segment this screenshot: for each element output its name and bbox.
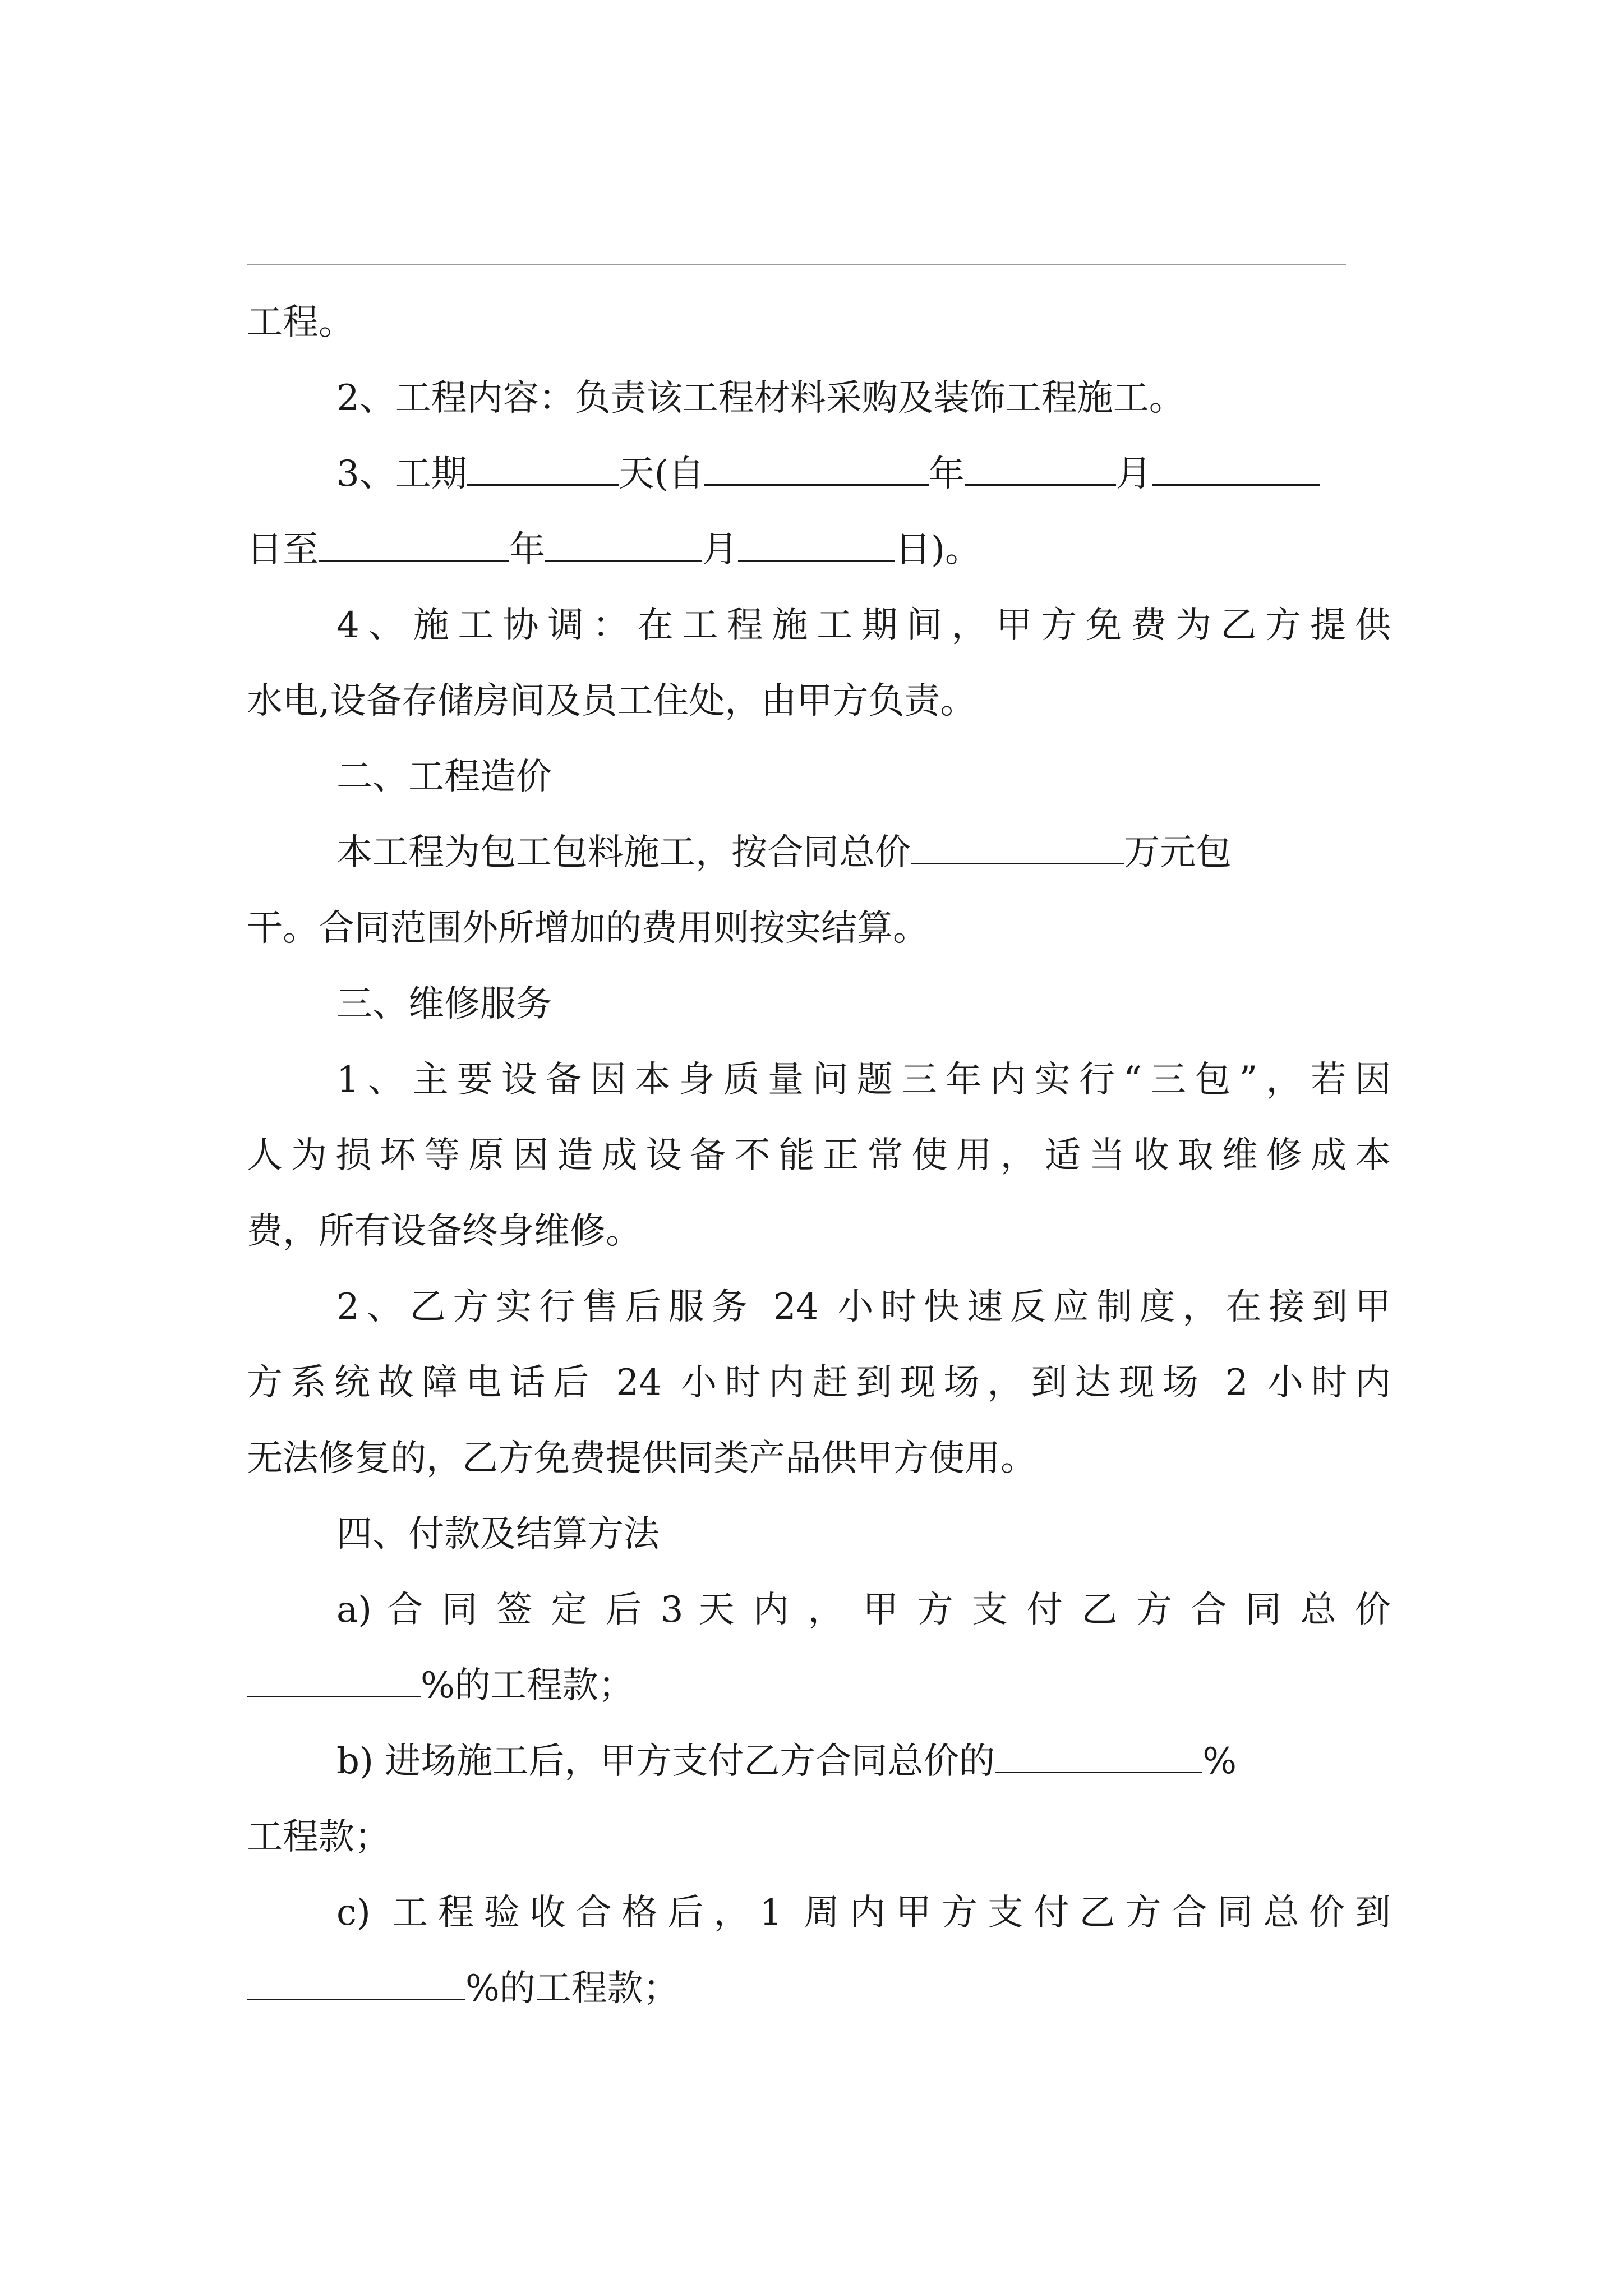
blank-field[interactable] — [704, 449, 929, 486]
blank-field[interactable] — [467, 449, 619, 486]
blank-field[interactable] — [965, 449, 1116, 486]
blank-field[interactable] — [319, 525, 509, 562]
text-line: 方系统故障电话后 24 小时内赶到现场，到达现场 2 小时内 — [247, 1362, 1391, 1404]
text-line: b) 进场施工后，甲方支付乙方合同总价的 % — [336, 1733, 1391, 1789]
text-line: 4、施工协调：在工程施工期间，甲方免费为乙方提供 — [336, 605, 1391, 646]
text-line: 水电,设备存储房间及员工住处，由甲方负责。 — [247, 680, 976, 722]
text-line: 本工程为包工包料施工，按合同总价 万元包 — [336, 825, 1391, 881]
text-line: 2、工程内容：负责该工程材料采购及装饰工程施工。 — [336, 378, 1185, 419]
text-line: 3、工期 天(自 年 月 — [336, 446, 1391, 502]
blank-field[interactable] — [738, 525, 895, 562]
text-line: 2、乙方实行售后服务 24 小时快速反应制度，在接到甲 — [336, 1286, 1391, 1328]
text-line: %的工程款； — [247, 1961, 1391, 2017]
text-line: %的工程款； — [247, 1658, 1391, 1714]
text-line: 干。合同范围外所增加的费用则按实结算。 — [247, 908, 929, 949]
text-line: 工程。 — [247, 302, 354, 343]
text-line: c) 工程验收合格后，1 周内甲方支付乙方合同总价到 — [336, 1892, 1391, 1934]
text-line: 工程款； — [247, 1816, 390, 1858]
blank-field[interactable] — [995, 1737, 1202, 1773]
text-line: 1、主要设备因本身质量问题三年内实行“三包”，若因 — [336, 1059, 1391, 1101]
blank-field[interactable] — [247, 1964, 465, 2000]
text-line: 无法修复的，乙方免费提供同类产品供甲方使用。 — [247, 1438, 1036, 1479]
text-line: a) 合 同 签 定 后 3 天 内 ， 甲 方 支 付 乙 方 合 同 总 价 — [336, 1589, 1391, 1631]
section-heading: 二、工程造价 — [336, 756, 552, 798]
blank-field[interactable] — [1152, 449, 1320, 486]
text-line: 费，所有设备终身维修。 — [247, 1211, 642, 1252]
section-heading: 四、付款及结算方法 — [336, 1513, 660, 1555]
blank-field[interactable] — [247, 1661, 421, 1697]
blank-field[interactable] — [911, 828, 1124, 864]
text-line: 人为损坏等原因造成设备不能正常使用，适当收取维修成本 — [247, 1135, 1391, 1176]
blank-field[interactable] — [545, 525, 702, 562]
header-rule — [247, 264, 1346, 265]
section-heading: 三、维修服务 — [336, 983, 552, 1025]
text-line: 日至 年 月 日)。 — [247, 522, 1391, 578]
